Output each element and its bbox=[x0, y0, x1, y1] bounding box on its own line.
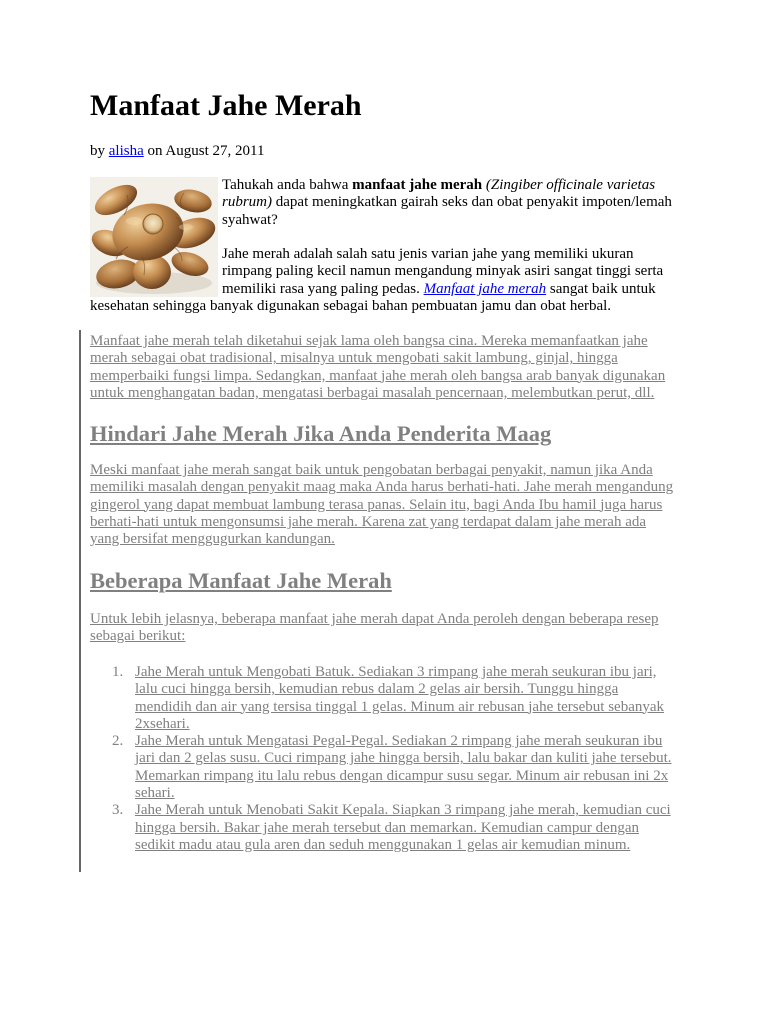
manfaat-jahe-merah-link[interactable]: Manfaat jahe merah bbox=[423, 280, 547, 297]
intro-section bbox=[90, 177, 677, 315]
list-item bbox=[90, 733, 676, 802]
intro-p1-text: Tahukah anda bahwa bbox=[222, 177, 353, 193]
section-heading-benefits-text[interactable]: Beberapa Manfaat Jahe Merah bbox=[90, 568, 392, 593]
list-item-number: 2. bbox=[112, 733, 124, 750]
intro-p2-text-end: sangat baik untuk kesehatan sehingga banyak digunakan sebagai bahan pembuatan jamu dan obat herbal. bbox=[90, 280, 656, 315]
byline bbox=[90, 143, 677, 160]
author-link[interactable]: alisha bbox=[108, 143, 144, 159]
recipe-list bbox=[90, 664, 676, 854]
list-item bbox=[90, 664, 676, 733]
maag-paragraph-text[interactable]: Meski manfaat jahe merah sangat baik untuk pengobatan berbagai penyakit, namun jika Anda memiliki masalah dengan penyakit maag maka Anda harus berhati-hati. Jahe merah mengandung gingerol yang dapat membuat lambung terasa panas. Selain itu, bagi Anda Ibu hamil juga harus berhati-hati untuk mengonsumsi jahe merah. Karena zat yang terdapat dalam jahe merah ada yang bersifat menggugurkan kandungan. bbox=[90, 462, 674, 548]
byline-prefix: by bbox=[90, 143, 109, 159]
intro-p2-text: Jahe merah adalah salah satu jenis varian jahe yang memiliki ukuran rimpang paling kecil namun mengandung minyak asiri sangat tinggi serta memiliki rasa yang paling pedas. bbox=[222, 246, 664, 297]
section-heading-maag-text[interactable]: Hindari Jahe Merah Jika Anda Penderita Maag bbox=[90, 421, 552, 446]
benefits-intro-paragraph bbox=[90, 611, 677, 646]
left-margin-rule bbox=[79, 330, 81, 872]
history-text[interactable]: Manfaat jahe merah telah diketahui sejak lama oleh bangsa cina. Mereka memanfaatkan jahe merah sebagai obat tradisional, misalnya untuk mengobati sakit lambung, ginjal, hingga memperbaiki fungsi limpa. Sedangkan, manfaat jahe merah oleh bangsa arab banyak digunakan untuk menghangatan badan, mengatasi berbagai masalah pencernaan, melembutkan perut, dll. bbox=[90, 333, 666, 401]
benefits-intro-text[interactable]: Untuk lebih jelasnya, beberapa manfaat jahe merah dapat Anda peroleh dengan beberapa resep sebagai berikut: bbox=[90, 611, 659, 645]
maag-paragraph bbox=[90, 462, 677, 548]
list-item-text[interactable]: Jahe Merah untuk Mengatasi Pegal-Pegal. Sediakan 2 rimpang jahe merah seukuran ibu jari dan 2 gelas susu. Cuci rimpang jahe hingga bersih, lalu bakar dan kuliti jahe tersebut. Memarkan rimpang itu lalu rebus dengan dicampur susu segar. Minum air rebusan ini 2x sehari. bbox=[135, 733, 672, 802]
ginger-figure bbox=[90, 177, 218, 297]
list-item bbox=[90, 802, 676, 854]
article-title: Manfaat Jahe Merah bbox=[90, 89, 362, 122]
list-item-text[interactable]: Jahe Merah untuk Mengobati Batuk. Sediakan 3 rimpang jahe merah seukuran ibu jari, lalu cuci hingga bersih, kemudian rebus dalam 2 gelas air bersih. Tunggu hingga mendidih dan air yang tersisa tinggal 1 gelas. Minum air rebusan jahe tersebut sebanyak 2xsehari. bbox=[135, 664, 665, 732]
ginger-image bbox=[90, 177, 218, 297]
history-paragraph bbox=[90, 333, 677, 402]
intro-p1-text-end: dapat meningkatkan gairah seks dan obat penyakit impoten/lemah syahwat? bbox=[222, 194, 672, 228]
section-heading-benefits bbox=[90, 568, 677, 594]
byline-date: on August 27, 2011 bbox=[143, 143, 265, 159]
section-heading-maag bbox=[90, 421, 677, 447]
intro-p1-italic: (Zingiber officinale varietas rubrum) bbox=[222, 177, 656, 211]
list-item-number: 1. bbox=[112, 664, 124, 680]
list-item-number: 3. bbox=[112, 802, 124, 819]
intro-p1-bold: manfaat jahe merah bbox=[352, 177, 483, 193]
list-item-text[interactable]: Jahe Merah untuk Menobati Sakit Kepala. Siapkan 3 rimpang jahe merah, kemudian cuci hingga bersih. Bakar jahe merah tersebut dan memarkan. Kemudian campur dengan sedikit madu atau gula aren dan seduh menggunakan 1 gelas air kemudian minum. bbox=[135, 802, 671, 853]
